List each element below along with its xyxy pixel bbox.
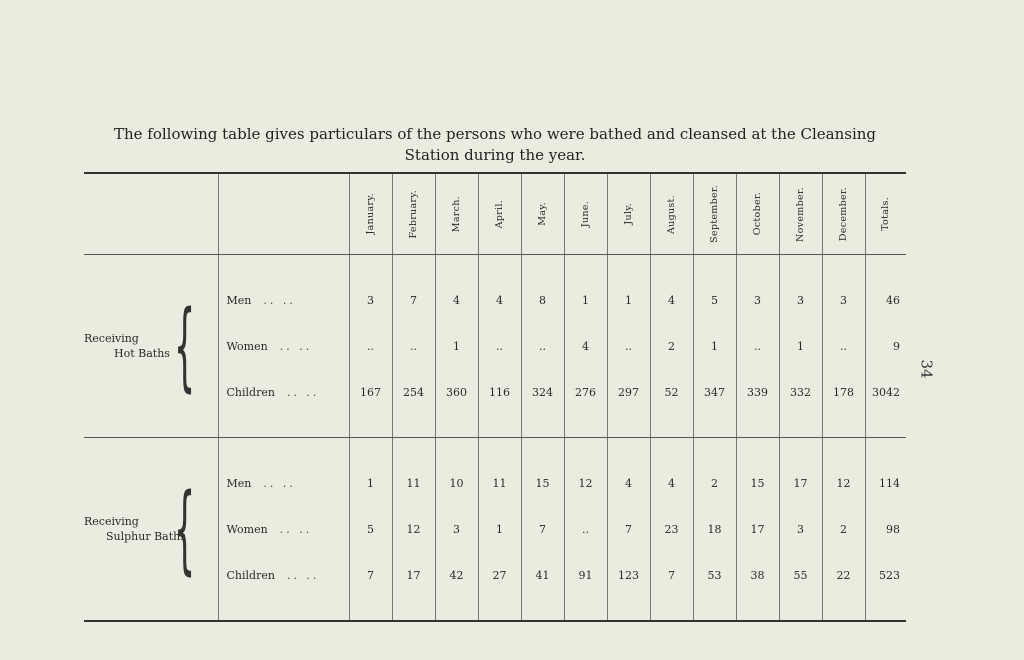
- table-cell: 3: [349, 277, 392, 323]
- table-cell: 1: [349, 460, 392, 506]
- table-cell: 38: [736, 552, 779, 598]
- table-cell: 12: [564, 460, 607, 506]
- row-label: [218, 506, 349, 552]
- total-cell: 9: [865, 323, 906, 369]
- table-cell: ..: [736, 323, 779, 369]
- table-cell: 254: [392, 369, 435, 415]
- table-cell: 12: [392, 506, 435, 552]
- row-label-text: Men: [226, 476, 252, 490]
- row-label-text: Children: [226, 568, 275, 582]
- table-cell: 2: [650, 323, 693, 369]
- table-cell: ..: [349, 323, 392, 369]
- caption-line-1: The following table gives particulars of the persons who were bathed and cleansed at the Cleansing: [113, 125, 877, 143]
- table-cell: 17: [736, 506, 779, 552]
- column-header-label: September.: [709, 185, 720, 243]
- section-label-line-1: Receiving: [84, 332, 139, 345]
- table-cell: 52: [650, 369, 693, 415]
- section-label-line-1: Receiving: [84, 515, 139, 528]
- cleansing-station-table: [84, 172, 906, 622]
- total-cell: 46: [865, 277, 906, 323]
- brace-icon: {: [174, 290, 196, 402]
- header-row: [84, 173, 906, 255]
- leader-dots: .. ..: [263, 293, 296, 307]
- spacer-row: [84, 598, 906, 621]
- table-cell: 178: [822, 369, 865, 415]
- table-cell: 42: [435, 552, 478, 598]
- column-header: [650, 173, 693, 255]
- spacer-row: [84, 438, 906, 461]
- row-label: [218, 552, 349, 598]
- table-cell: 1: [564, 277, 607, 323]
- table-cell: 3: [435, 506, 478, 552]
- leader-dots: .. ..: [279, 522, 313, 536]
- table-cell: 4: [564, 323, 607, 369]
- column-header-label: Totals.: [880, 197, 892, 231]
- total-cell: 523: [865, 552, 906, 598]
- spacer-row: [84, 415, 906, 438]
- table-cell: 167: [349, 369, 392, 415]
- table-cell: 360: [435, 369, 478, 415]
- table-cell: 18: [693, 506, 736, 552]
- table-cell: 17: [779, 460, 822, 506]
- row-label-text: Women: [226, 522, 268, 536]
- table-cell: 27: [478, 552, 521, 598]
- column-header-label: February.: [408, 189, 419, 239]
- column-header-label: July.: [623, 203, 634, 225]
- table-row: [84, 460, 906, 506]
- table-cell: 12: [822, 460, 865, 506]
- table-cell: 3: [736, 277, 779, 323]
- caption-line-2: Station during the year.: [404, 146, 586, 164]
- table-cell: ..: [822, 323, 865, 369]
- table-cell: 3: [779, 277, 822, 323]
- table-cell: 116: [478, 369, 521, 415]
- column-header-label: April.: [494, 199, 505, 229]
- column-header: [435, 173, 478, 255]
- brace-icon: {: [174, 473, 196, 585]
- section-label: [84, 277, 218, 415]
- table-cell: 276: [564, 369, 607, 415]
- column-header: [865, 173, 906, 255]
- leader-dots: .. ..: [263, 476, 296, 490]
- table-caption: [100, 124, 890, 166]
- section-label-line-2: Hot Baths: [114, 347, 170, 360]
- table-cell: 22: [822, 552, 865, 598]
- table-row: [84, 277, 906, 323]
- row-label-text: Children: [226, 385, 275, 399]
- table-cell: ..: [478, 323, 521, 369]
- table-cell: 53: [693, 552, 736, 598]
- table-cell: 2: [822, 506, 865, 552]
- table-cell: ..: [392, 323, 435, 369]
- table-cell: 3: [779, 506, 822, 552]
- header-blank-sub: [218, 173, 349, 255]
- row-label-text: Women: [226, 339, 268, 353]
- table-cell: 4: [650, 460, 693, 506]
- table-cell: 5: [349, 506, 392, 552]
- section-label: [84, 460, 218, 598]
- row-label-text: Men: [226, 293, 252, 307]
- table-cell: 7: [392, 277, 435, 323]
- table-cell: 11: [392, 460, 435, 506]
- table-cell: 4: [607, 460, 650, 506]
- table-cell: 15: [521, 460, 564, 506]
- column-header: [349, 173, 392, 255]
- page-number: 34: [917, 359, 936, 379]
- table-cell: 8: [521, 277, 564, 323]
- leader-dots: .. ..: [286, 568, 320, 582]
- table-cell: 7: [521, 506, 564, 552]
- row-label: [218, 460, 349, 506]
- table-cell: 15: [736, 460, 779, 506]
- table-cell: 17: [392, 552, 435, 598]
- table-cell: 91: [564, 552, 607, 598]
- table-cell: 123: [607, 552, 650, 598]
- table-cell: 4: [650, 277, 693, 323]
- row-label: [218, 369, 349, 415]
- table-cell: 41: [521, 552, 564, 598]
- table-cell: ..: [521, 323, 564, 369]
- column-header: [693, 173, 736, 255]
- section-label-line-2: Sulphur Baths: [106, 530, 186, 543]
- column-header: [478, 173, 521, 255]
- table-cell: 55: [779, 552, 822, 598]
- table-cell: 1: [693, 323, 736, 369]
- table-cell: 23: [650, 506, 693, 552]
- header-blank-group: [84, 173, 218, 255]
- table-cell: 4: [478, 277, 521, 323]
- column-header-label: March.: [451, 195, 462, 233]
- table-cell: ..: [607, 323, 650, 369]
- table-cell: 339: [736, 369, 779, 415]
- leader-dots: .. ..: [286, 385, 320, 399]
- table-cell: 4: [435, 277, 478, 323]
- table-cell: 1: [607, 277, 650, 323]
- table-cell: 297: [607, 369, 650, 415]
- table-cell: ..: [564, 506, 607, 552]
- table-cell: 2: [693, 460, 736, 506]
- table-cell: 1: [435, 323, 478, 369]
- column-header-label: November.: [795, 186, 806, 242]
- column-header: [736, 173, 779, 255]
- column-header-label: June.: [580, 200, 591, 228]
- table-cell: 1: [779, 323, 822, 369]
- total-cell: 114: [865, 460, 906, 506]
- table-cell: 3: [822, 277, 865, 323]
- table-cell: 11: [478, 460, 521, 506]
- table-cell: 7: [650, 552, 693, 598]
- table-cell: 332: [779, 369, 822, 415]
- table-cell: 1: [478, 506, 521, 552]
- column-header: [521, 173, 564, 255]
- table-cell: 324: [521, 369, 564, 415]
- spacer-row: [84, 255, 906, 278]
- column-header-label: January.: [365, 193, 376, 235]
- column-header: [392, 173, 435, 255]
- table-cell: 7: [349, 552, 392, 598]
- table-cell: 5: [693, 277, 736, 323]
- total-cell: 3042: [865, 369, 906, 415]
- column-header: [779, 173, 822, 255]
- column-header-label: October.: [752, 192, 763, 236]
- column-header-label: August.: [666, 194, 677, 234]
- leader-dots: .. ..: [279, 339, 313, 353]
- table-cell: 347: [693, 369, 736, 415]
- row-label: [218, 277, 349, 323]
- table-cell: 10: [435, 460, 478, 506]
- column-header: [564, 173, 607, 255]
- table-cell: 7: [607, 506, 650, 552]
- row-label: [218, 323, 349, 369]
- column-header: [822, 173, 865, 255]
- total-cell: 98: [865, 506, 906, 552]
- column-header-label: May.: [537, 202, 548, 226]
- column-header-label: December.: [838, 186, 849, 242]
- column-header: [607, 173, 650, 255]
